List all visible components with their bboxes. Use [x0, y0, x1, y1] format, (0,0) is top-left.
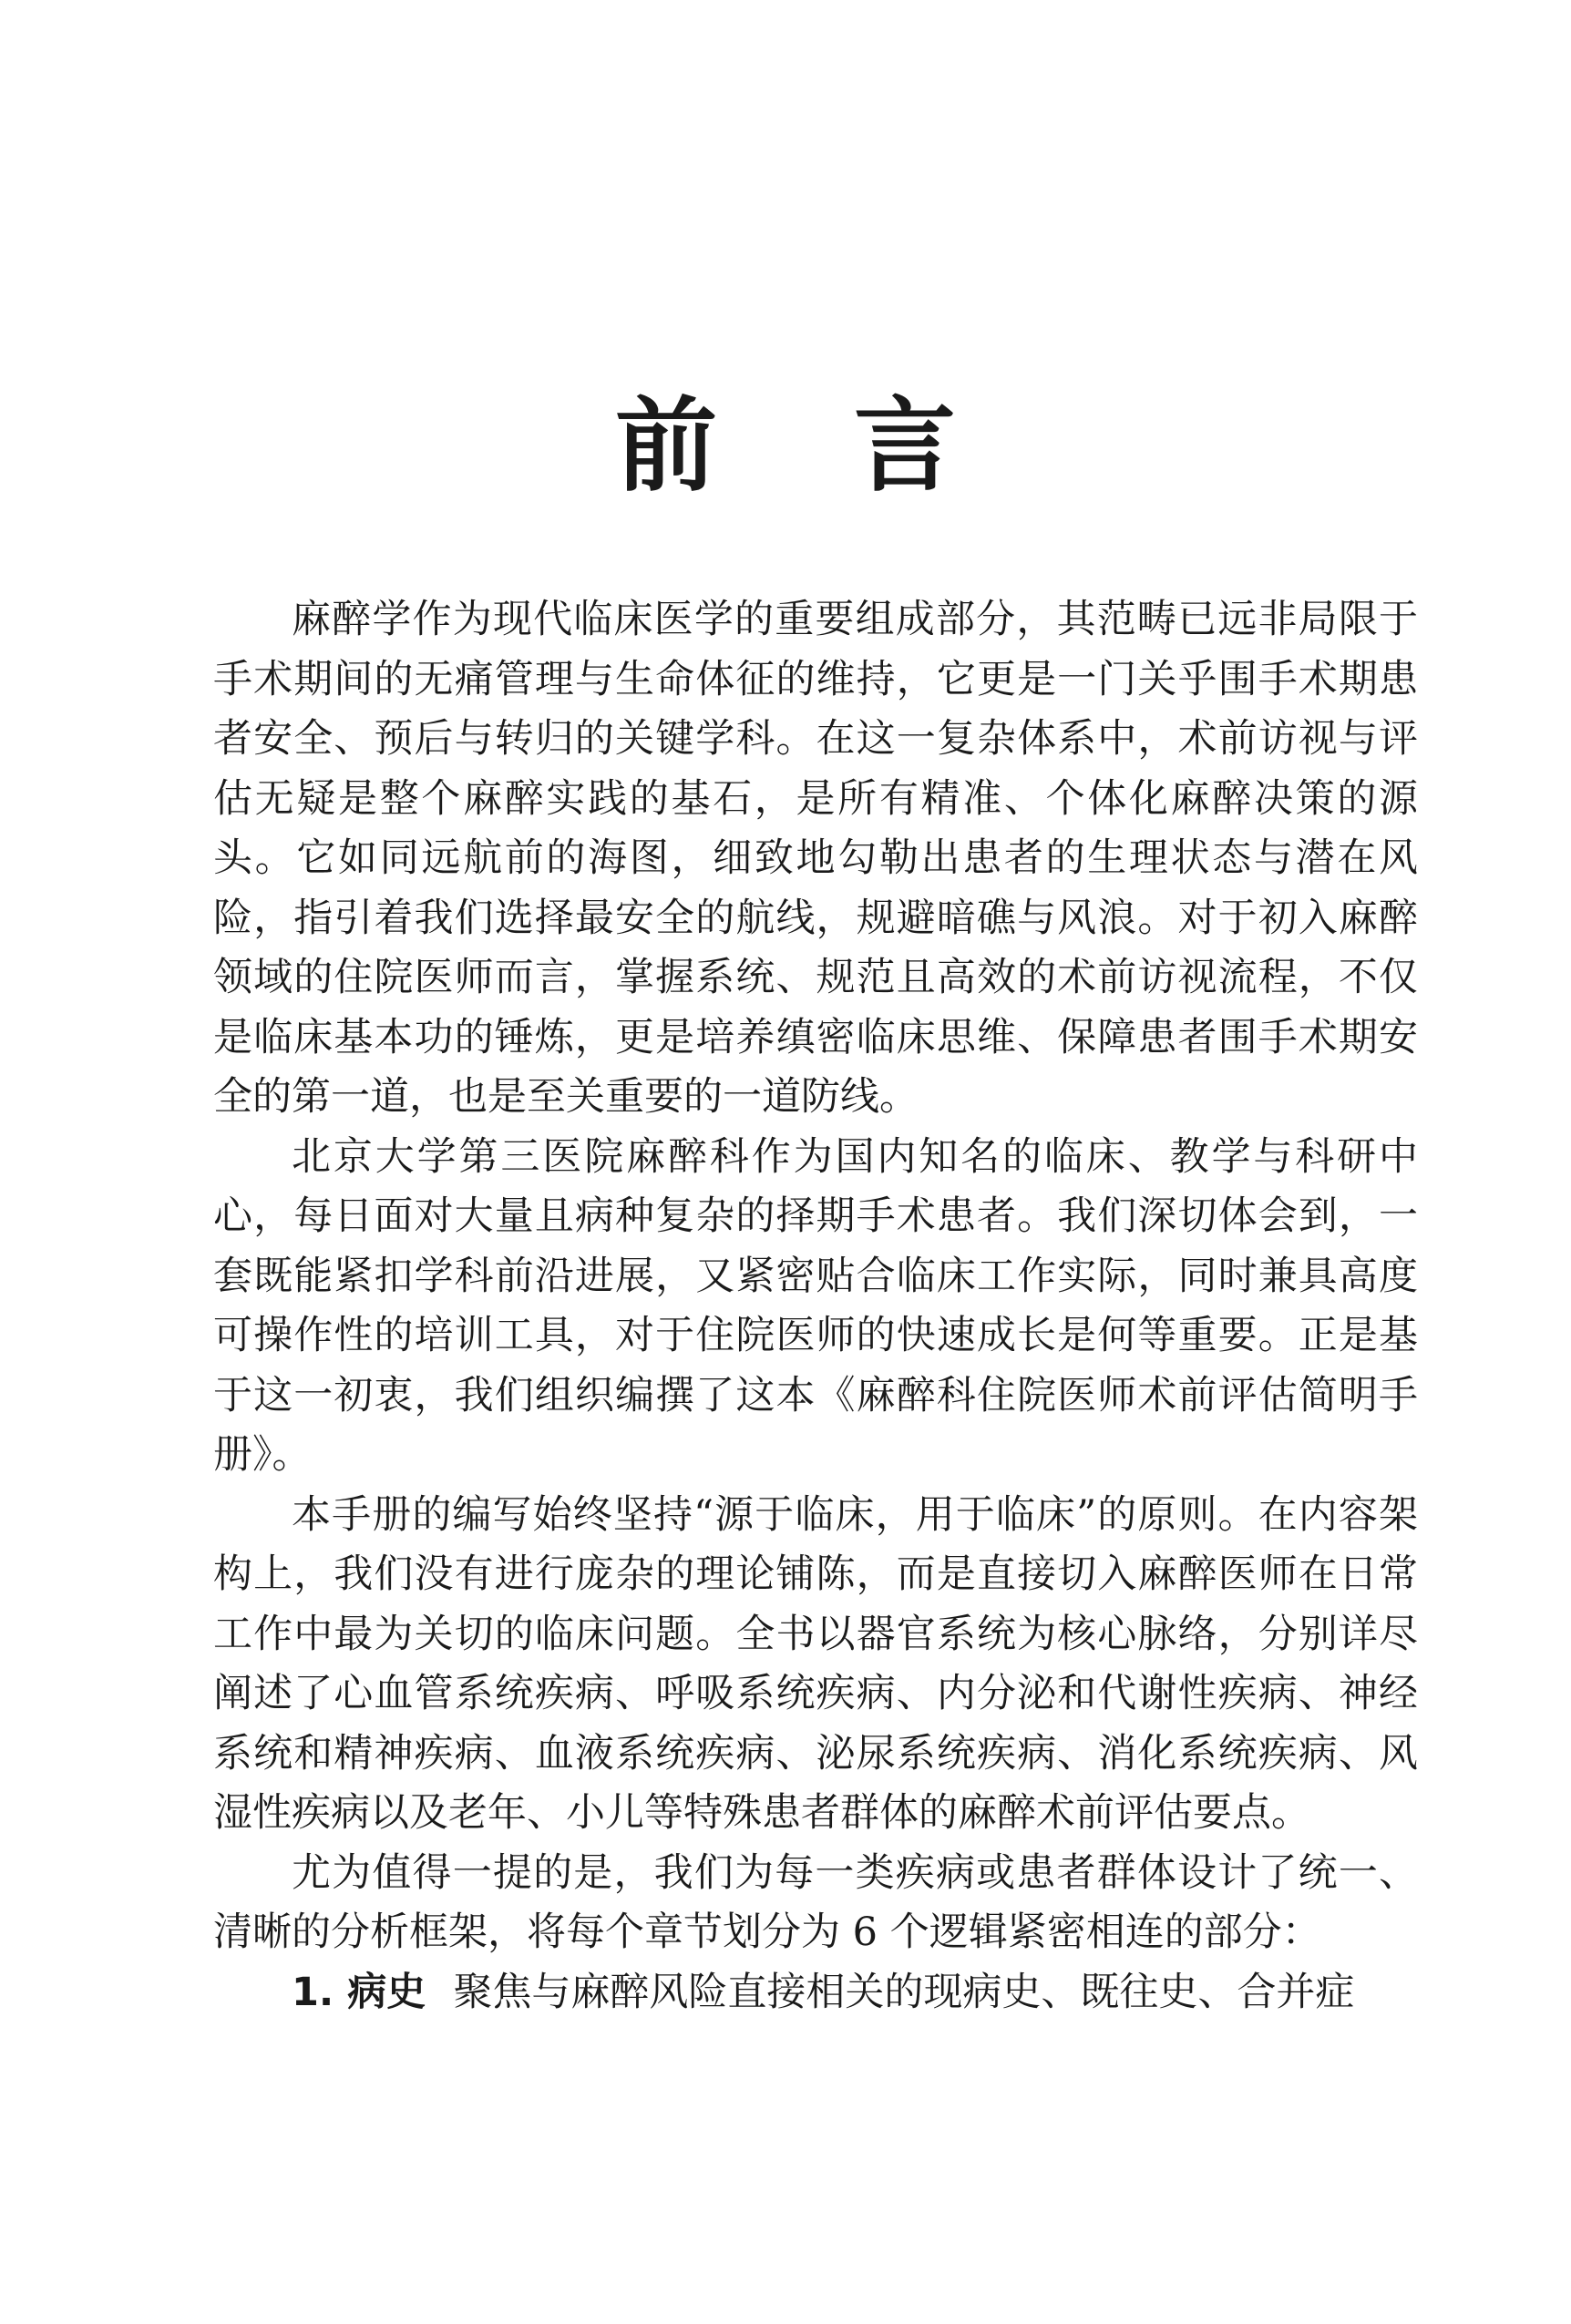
page-title	[0, 383, 1571, 510]
page-title-char-1: 前	[615, 387, 717, 506]
list-item-label: 1. 病史	[292, 1969, 426, 2015]
page-title-char-2: 言	[854, 387, 956, 506]
paragraph: 本手册的编写始终坚持“源于临床，用于临床”的原则。在内容架构上，我们没有进行庞杂的理论铺陈，而是直接切入麻醉医师在日常工作中最为关切的临床问题。全书以器官系统为核心脉络，分别详尽阐述了心血管系统疾病、呼吸系统疾病、内分泌和代谢性疾病、神经系统和精神疾病、血液系统疾病、泌尿系统疾病、消化系统疾病、风湿性疾病以及老年、小儿等特殊患者群体的麻醉术前评估要点。	[213, 1491, 1418, 1836]
paragraph: 尤为值得一提的是，我们为每一类疾病或患者群体设计了统一、清晰的分析框架，将每个章节划分为 6 个逻辑紧密相连的部分：	[213, 1849, 1418, 1955]
paragraph: 北京大学第三医院麻醉科作为国内知名的临床、教学与科研中心，每日面对大量且病种复杂的择期手术患者。我们深切体会到，一套既能紧扣学科前沿进展，又紧密贴合临床工作实际，同时兼具高度可操作性的培训工具，对于住院医师的快速成长是何等重要。正是基于这一初衷，我们组织编撰了这本《麻醉科住院医师术前评估简明手册》。	[213, 1133, 1418, 1478]
preface-body	[213, 590, 1418, 2022]
paragraph: 麻醉学作为现代临床医学的重要组成部分，其范畴已远非局限于手术期间的无痛管理与生命体征的维持，它更是一门关乎围手术期患者安全、预后与转归的关键学科。在这一复杂体系中，术前访视与评估无疑是整个麻醉实践的基石，是所有精准、个体化麻醉决策的源头。它如同远航前的海图，细致地勾勒出患者的生理状态与潜在风险，指引着我们选择最安全的航线，规避暗礁与风浪。对于初入麻醉领域的住院医师而言，掌握系统、规范且高效的术前访视流程，不仅是临床基本功的锤炼，更是培养缜密临床思维、保障患者围手术期安全的第一道，也是至关重要的一道防线。	[213, 597, 1418, 1120]
list-item	[213, 1963, 1418, 2023]
list-item-text: 聚焦与麻醉风险直接相关的现病史、既往史、合并症	[453, 1969, 1355, 2015]
